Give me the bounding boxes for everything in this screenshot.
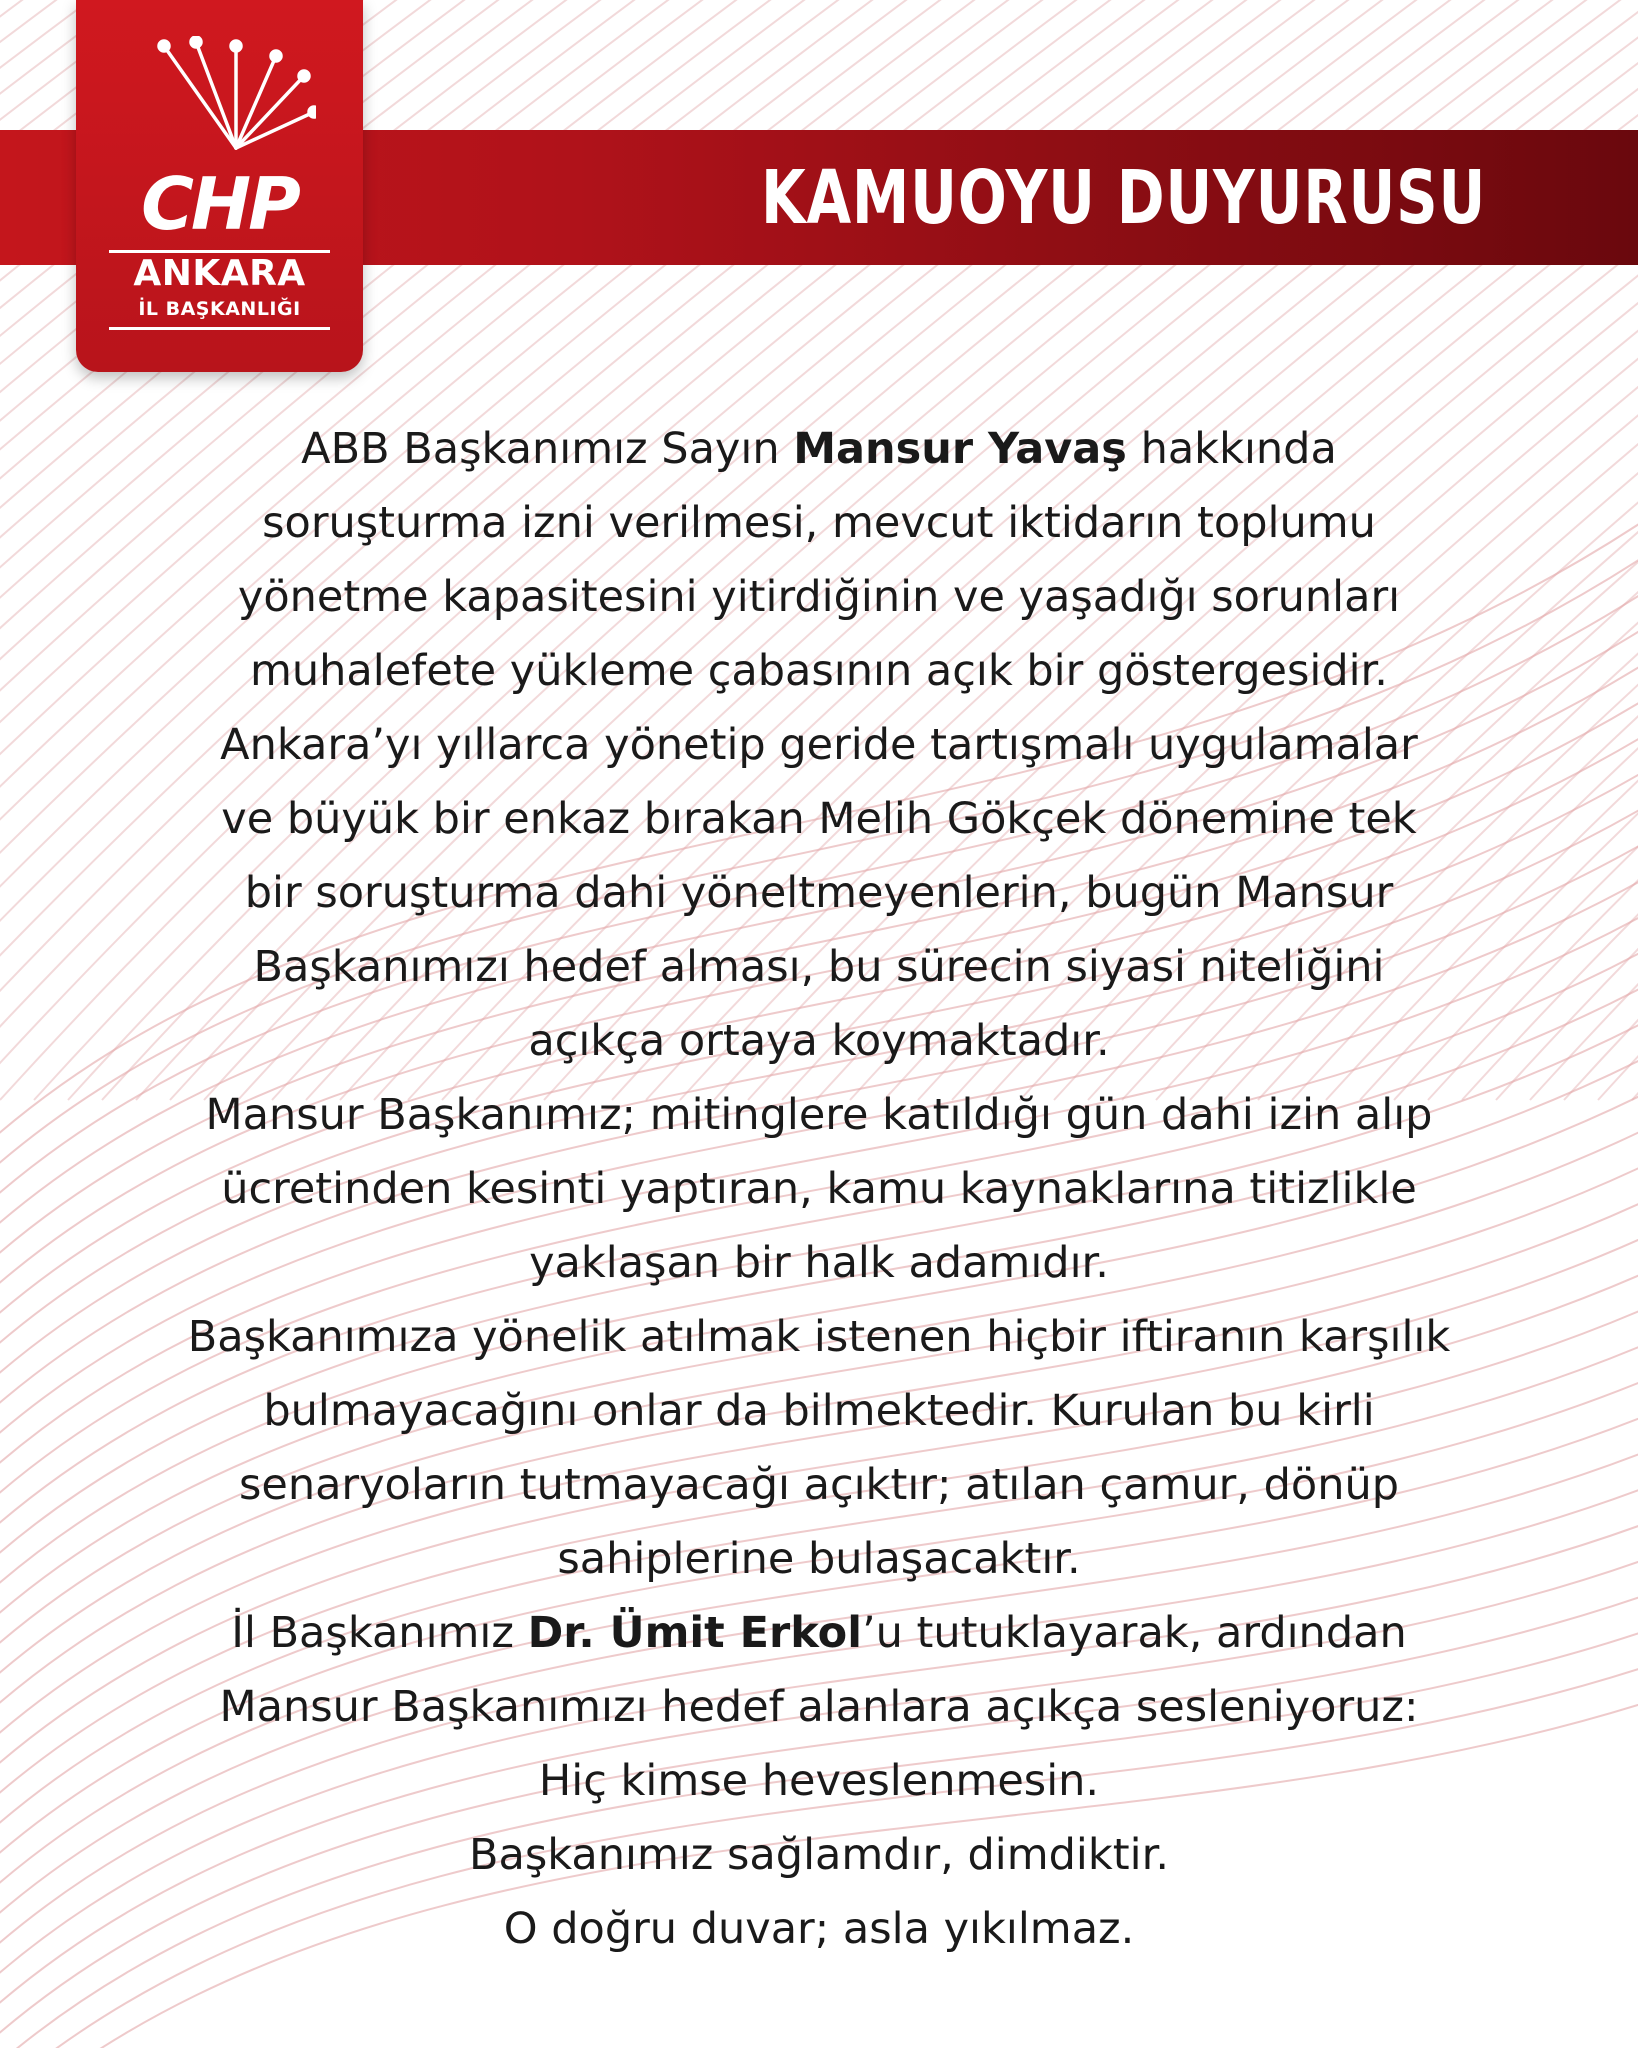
statement-line <box>40 1744 1598 1818</box>
statement-fragment: soruşturma izni verilmesi, mevcut iktidarın toplumu <box>262 498 1376 548</box>
statement-line <box>40 856 1598 930</box>
statement-line <box>40 634 1598 708</box>
statement-line <box>40 1522 1598 1596</box>
statement-fragment: ve büyük bir enkaz bırakan Melih Gökçek dönemine tek <box>221 794 1417 844</box>
statement-line <box>40 1152 1598 1226</box>
statement-line <box>40 1892 1598 1966</box>
statement-fragment: yönetme kapasitesini yitirdiğinin ve yaşadığı sorunları <box>237 572 1401 622</box>
statement-fragment: İl Başkanımız <box>231 1608 528 1658</box>
six-arrows-icon <box>136 36 316 156</box>
statement-line <box>40 1374 1598 1448</box>
statement-fragment: Başkanımızı hedef alması, bu sürecin siyasi niteliğini <box>253 942 1385 992</box>
page-title: KAMUOYU DUYURUSU <box>760 154 1487 241</box>
statement-line <box>40 412 1598 486</box>
statement-fragment: hakkında <box>1126 424 1337 474</box>
logo-city-name: ANKARA <box>133 253 306 294</box>
chp-logo <box>76 0 363 372</box>
statement-line <box>40 1078 1598 1152</box>
statement-line <box>40 782 1598 856</box>
statement-line <box>40 1670 1598 1744</box>
statement-line <box>40 708 1598 782</box>
statement-fragment: Başkanımız sağlamdır, dimdiktir. <box>469 1830 1169 1880</box>
statement-name-bold: Dr. Ümit Erkol <box>527 1608 862 1658</box>
statement-fragment: Mansur Başkanımız; mitinglere katıldığı gün dahi izin alıp <box>205 1090 1433 1140</box>
statement-fragment: bulmayacağını onlar da bilmektedir. Kurulan bu kirli <box>263 1386 1375 1436</box>
statement-text <box>40 412 1598 1966</box>
statement-line <box>40 486 1598 560</box>
statement-line <box>40 1300 1598 1374</box>
statement-line <box>40 1596 1598 1670</box>
statement-line <box>40 560 1598 634</box>
statement-fragment: Başkanımıza yönelik atılmak istenen hiçbir iftiranın karşılık <box>187 1312 1451 1362</box>
statement-line <box>40 1226 1598 1300</box>
statement-fragment: bir soruşturma dahi yöneltmeyenlerin, bugün Mansur <box>244 868 1394 918</box>
statement-line <box>40 1004 1598 1078</box>
statement-line <box>40 1818 1598 1892</box>
statement-fragment: Hiç kimse heveslenmesin. <box>538 1756 1100 1806</box>
statement-line <box>40 1448 1598 1522</box>
statement-fragment: ABB Başkanımız Sayın <box>301 424 794 474</box>
statement-name-bold: Mansur Yavaş <box>793 424 1127 474</box>
logo-unit-name: İL BAŞKANLIĞI <box>138 298 301 320</box>
statement-fragment: yaklaşan bir halk adamıdır. <box>529 1238 1109 1288</box>
statement-fragment: O doğru duvar; asla yıkılmaz. <box>503 1904 1135 1954</box>
statement-line <box>40 930 1598 1004</box>
statement-fragment: sahiplerine bulaşacaktır. <box>557 1534 1081 1584</box>
statement-fragment: muhalefete yükleme çabasının açık bir göstergesidir. <box>250 646 1388 696</box>
statement-fragment: ücretinden kesinti yaptıran, kamu kaynaklarına titizlikle <box>221 1164 1417 1214</box>
statement-fragment: senaryoların tutmayacağı açıktır; atılan çamur, dönüp <box>238 1460 1400 1510</box>
statement-fragment: ’u tutuklayarak, ardından <box>861 1608 1407 1658</box>
logo-divider-bottom <box>109 327 330 330</box>
logo-party-name: CHP <box>141 162 298 246</box>
statement-fragment: Mansur Başkanımızı hedef alanlara açıkça sesleniyoruz: <box>219 1682 1419 1732</box>
statement-fragment: açıkça ortaya koymaktadır. <box>528 1016 1110 1066</box>
statement-fragment: Ankara’yı yıllarca yönetip geride tartışmalı uygulamalar <box>220 720 1418 770</box>
